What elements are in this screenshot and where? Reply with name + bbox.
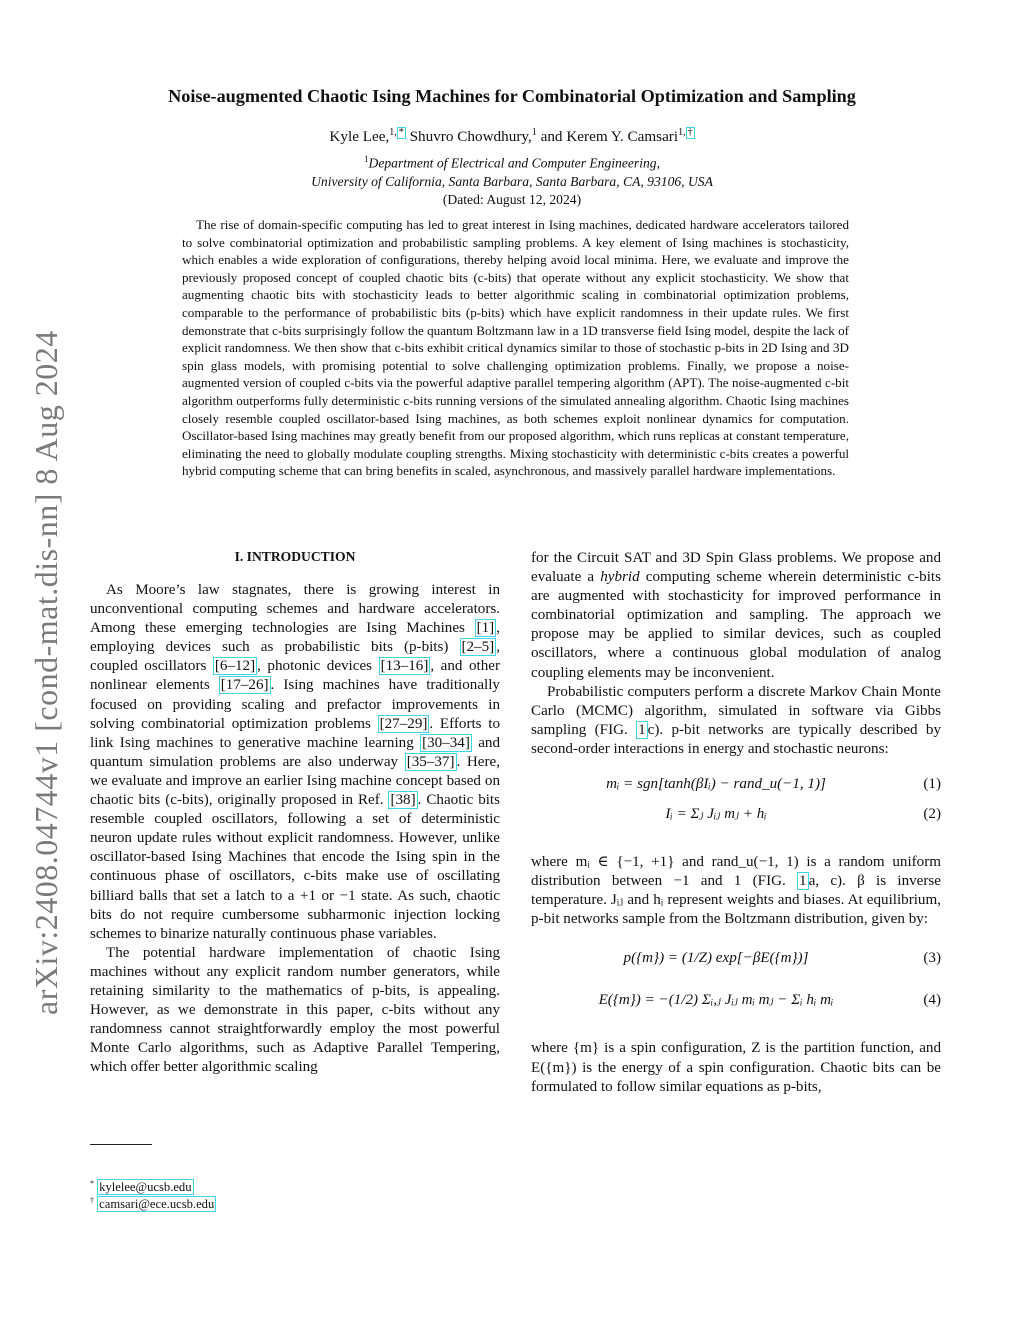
equation-4-body: E({m}) = −(1/2) Σᵢ,ⱼ Jᵢⱼ mᵢ mⱼ − Σᵢ hᵢ mᵢ [598, 992, 834, 1009]
equation-2 [531, 801, 941, 853]
right-paragraph-2: Probabilistic computers perform a discrete Markov Chain Monte Carlo (MCMC) algorithm, simulated in software via Gibbs sampling (FIG. 1 c). p-bit networks are typically described by second-order interactions in energy and stochastic neurons: [531, 683, 941, 757]
citation-link[interactable]: [6–12] [214, 658, 256, 675]
equation-1-body: mᵢ = sgn[tanh(βIᵢ) − rand_u(−1, 1)] [606, 776, 826, 793]
footnote-2 [90, 1193, 216, 1212]
citation-link[interactable]: [30–34] [422, 734, 470, 751]
right-paragraph-4: where {m} is a spin configuration, Z is the partition function, and E({m}) is the energy of a spin configuration. Chaotic bits can be formulated to follow similar equations as p-bits, [531, 1040, 941, 1095]
citation-link[interactable]: [35–37] [406, 753, 455, 770]
equation-1-number: (1) [923, 776, 941, 793]
abstract: The rise of domain-specific computing has led to great interest in Ising machines, dedicated hardware accelerators tailored to solve combinatorial optimization and probabilistic sampling problems. A key element of Ising machines is stochasticity, which enables a wide exploration of configurations, thereby helping avoid local minima. Here, we evaluate and improve the previously proposed concept of coupled chaotic bits (c-bits) that operate without any explicit stochasticity. We show that augmenting chaotic bits with stochasticity leads to better algorithmic scaling in combinatorial optimization problems, comparable to the performance of probabilistic bits (p-bits) which have explicit randomness in their update rules. We first demonstrate that c-bits surprisingly follow the quantum Boltzmann law in a 1D transverse field Ising model, despite the lack of explicit randomness. We then show that c-bits exhibit critical dynamics similar to those of stochastic p-bits in 2D Ising and 3D spin glass models, with promising potential to solve challenging optimization problems. Finally, we propose a noise-augmented version of coupled c-bits via the powerful adaptive parallel tempering algorithm (APT). The noise-augmented c-bit algorithm outperforms fully deterministic c-bits running versions of the simulated annealing algorithm. Chaotic Ising machines closely resemble coupled oscillator-based Ising machines, as both schemes exploit nonlinear dynamics for computation. Oscillator-based Ising machines may greatly benefit from our proposed algorithm, which runs replicas at constant temperature, eliminating the need to globally modulate coupling strengths. Mixing stochasticity with deterministic c-bits creates a powerful hybrid computing scheme that can bring benefits in scaled, asynchronous, and massively parallel hardware implementations. [182, 217, 849, 479]
footnote-link-1[interactable]: * [398, 127, 404, 138]
author-3: and Kerem Y. Camsari [540, 128, 679, 146]
affiliation-line-2: University of California, Santa Barbara, Santa Barbara, CA, 93106, USA [311, 173, 713, 189]
paper-title: Noise-augmented Chaotic Ising Machines for Combinatorial Optimization and Sampling [168, 86, 856, 106]
author-2-affil: 1 [531, 127, 537, 138]
figure-link[interactable]: 1 [799, 873, 807, 890]
equation-1 [531, 771, 941, 801]
footnote-rule [90, 1144, 152, 1145]
citation-link[interactable]: [17–26] [220, 677, 269, 694]
equation-2-number: (2) [923, 806, 941, 823]
author-list [0, 127, 1024, 146]
author-3-affil: 1, [678, 127, 686, 138]
citation-link[interactable]: [2–5] [461, 639, 495, 656]
emphasis-hybrid: hybrid [600, 569, 640, 586]
equation-4-number: (4) [923, 992, 941, 1009]
footnote-link-2[interactable]: † [687, 127, 693, 138]
section-heading-introduction: I. INTRODUCTION [234, 549, 356, 564]
email-link-2[interactable]: camsari@ece.ucsb.edu [99, 1197, 215, 1212]
equation-4 [531, 987, 941, 1039]
citation-link[interactable]: [27–29] [379, 715, 428, 732]
right-paragraph-3: where mᵢ ∈ {−1, +1} and rand_u(−1, 1) is a random uniform distribution between −1 and 1 (FIG. 1 a, c). β is inverse temperature. Jᵢⱼ and hᵢ represent weights and biases. At equilibrium, p-bit networks sample from the Boltzmann distribution, given by: [531, 854, 941, 928]
equation-2-body: Iᵢ = Σⱼ Jᵢⱼ mⱼ + hᵢ [665, 806, 767, 823]
author-1-affil: 1, [389, 127, 397, 138]
author-1: Kyle Lee, [329, 128, 390, 146]
affiliation-number: 1 [364, 154, 369, 164]
equation-3-number: (3) [923, 950, 941, 967]
intro-paragraph-2: The potential hardware implementation of chaotic Ising machines without any explicit random number generators, while retaining similarity to the mathematics of p-bits, is appealing. However, as we demonstrate in this paper, c-bits without any randomness cannot straightforwardly employ the most powerful Monte Carlo algorithms, such as Adaptive Parallel Tempering, which offer better algorithmic scaling [90, 944, 500, 1076]
citation-link[interactable]: [1] [476, 620, 495, 637]
affiliation [0, 150, 1024, 209]
citation-link[interactable]: [38] [390, 792, 416, 809]
figure-link[interactable]: 1 [638, 721, 646, 738]
right-paragraph-1: for the Circuit SAT and 3D Spin Glass problems. We propose and evaluate a hybrid computing scheme wherein deterministic c-bits are augmented with stochasticity for improved performance in combinatorial optimization and sampling. The approach we propose may be applied to similar devices, such as coupled oscillators, where a continuous global modulation of analog coupling elements may be inconvenient. [531, 550, 941, 681]
citation-link[interactable]: [13–16] [380, 658, 429, 675]
affiliation-line-1: Department of Electrical and Computer Engineering, [368, 155, 660, 171]
footnote-1-mark: * [90, 1179, 94, 1188]
dated-line: (Dated: August 12, 2024) [442, 191, 582, 207]
equation-3-body: p({m}) = (1/Z) exp[−βE({m})] [623, 950, 809, 967]
author-2: Shuvro Chowdhury, [409, 128, 532, 146]
intro-paragraph-1: As Moore’s law stagnates, there is growing interest in unconventional computing schemes and hardware accelerators. Among these emerging technologies are Ising Machines [1] , employing devices such as probabilistic bits (p-bits) [2–5] , coupled oscillators [6–12] , photonic devices [13–16] , and other nonlinear elements [17–26] . Ising machines have traditionally focused on providing scaling and prefactor improvements in solving combinatorial optimization problems [27–29] . Efforts to link Ising machines to generative machine learning [30–34] and quantum simulation problems are also underway [35–37] . Here, we evaluate and improve an earlier Ising machine concept based on chaotic bits (c-bits), originally proposed in Ref. [38] . Chaotic bits resemble coupled oscillators, following a set of deterministic neuron update rules without explicit randomness. However, unlike oscillator-based Ising Machines that encode the Ising spin in the continuous phase of oscillators, c-bits make use of oscillating billiard balls that set a latch to a +1 or −1 state. As such, chaotic bits do not require cumbersome subharmonic injection locking schemes to binarize naturally continuous phase variables. [90, 582, 500, 942]
arxiv-identifier: arXiv:2408.04744v1 [cond-mat.dis-nn] 8 Aug 2024 [28, 330, 64, 1015]
left-column [90, 581, 500, 1077]
footnote-2-mark: † [90, 1196, 94, 1205]
equation-3 [531, 945, 941, 987]
email-link-1[interactable]: kylelee@ucsb.edu [99, 1180, 192, 1195]
right-column [531, 549, 941, 1097]
